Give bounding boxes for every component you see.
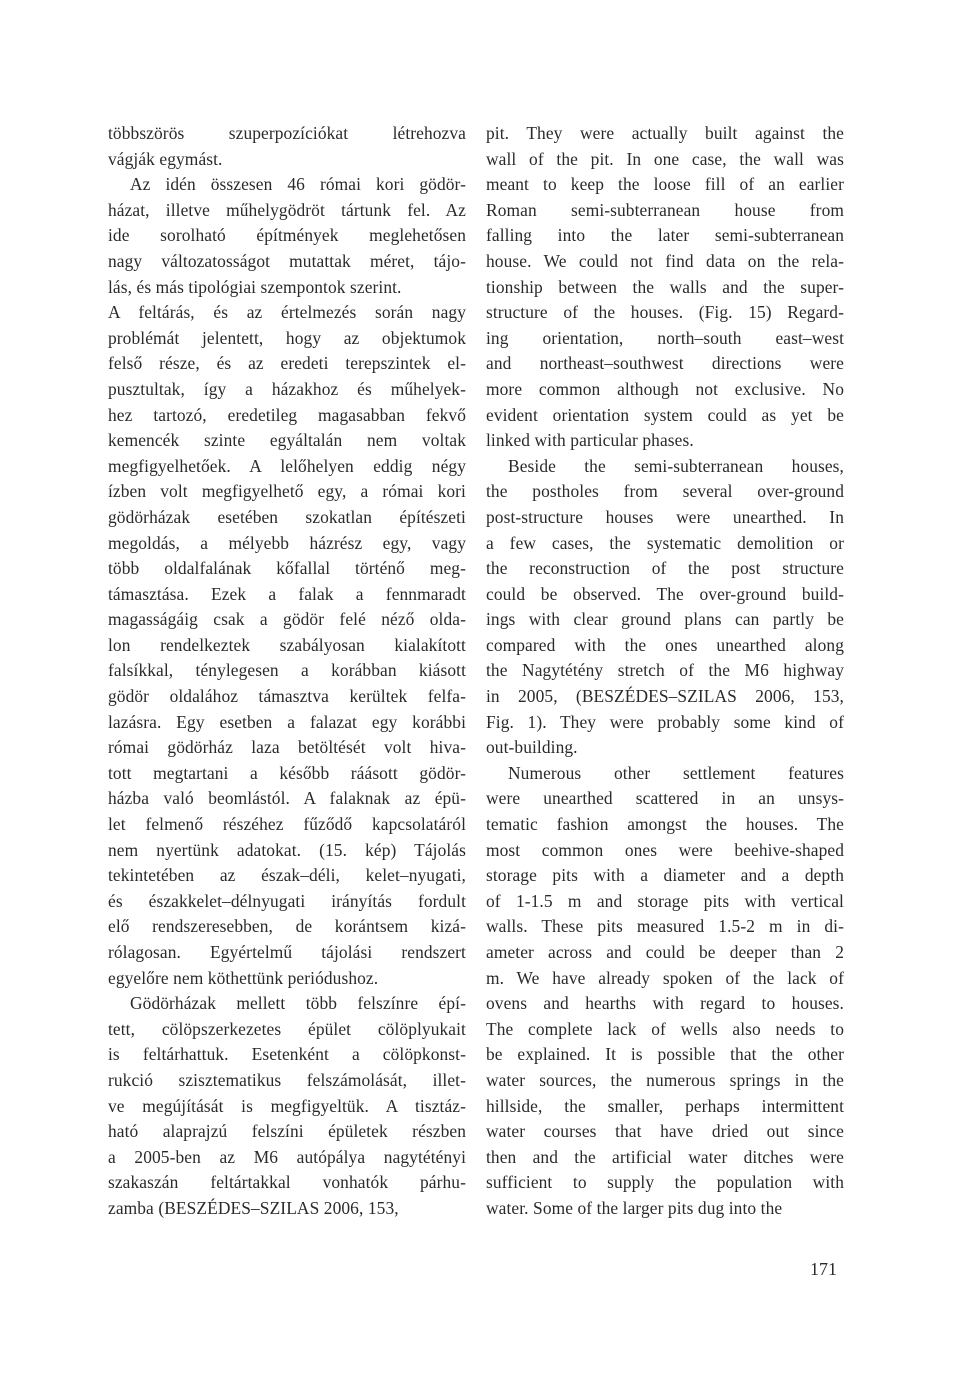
hungarian-text-line: támasztása. Ezek a falak a fennmaradt [108, 583, 466, 604]
hungarian-text-line: zamba (BESZÉDES–SZILAS 2006, 153, [108, 1197, 399, 1218]
hungarian-text-line: falsíkkal, ténylegesen a korábban kiásott [108, 660, 466, 681]
hungarian-text-line: ízben volt megfigyelhető egy, a római kori [108, 481, 466, 502]
hungarian-text-line: több oldalfalának kőfallal történő meg- [108, 558, 466, 579]
english-text-line: water courses that have dried out since [486, 1121, 844, 1142]
hungarian-text-line: Gödörházak mellett több felszínre épí- [130, 993, 466, 1014]
hungarian-text-line: rólagosan. Egyértelmű tájolási rendszert [108, 942, 466, 962]
english-text-line: water sources, the numerous springs in the [486, 1069, 844, 1090]
english-text-line: most common ones were beehive-shaped [486, 839, 844, 860]
english-text-line: be explained. It is possible that the other [486, 1044, 844, 1065]
english-text-line: tematic fashion amongst the houses. The [486, 814, 844, 835]
english-text-line: of 1-1.5 m and storage pits with vertical [486, 890, 844, 911]
english-text-line: storage pits with a diameter and a depth [486, 865, 844, 886]
english-text-line: Beside the semi-subterranean houses, [508, 455, 844, 476]
hungarian-text-line: ve megújítását is megfigyeltük. A tisztáz- [108, 1095, 466, 1116]
hungarian-text-line: rukció szisztematikus felszámolását, illet- [108, 1069, 466, 1090]
english-text-line: post-structure houses were unearthed. In [486, 506, 844, 527]
hungarian-text-line: a 2005-ben az M6 autópálya nagytétényi [108, 1146, 466, 1167]
hungarian-text-line: tett, cölöpszerkezetes épület cölöplyukait [108, 1018, 466, 1039]
english-text-line: m. We have already spoken of the lack of [486, 967, 844, 988]
english-text-line: then and the artificial water ditches were [486, 1146, 844, 1167]
hungarian-text-line: problémát jelentett, hogy az objektumok [108, 327, 466, 348]
english-text-line: compared with the ones unearthed along [486, 634, 844, 655]
english-text-line: structure of the houses. (Fig. 15) Regard- [486, 302, 844, 323]
hungarian-text-line: lás, és más tipológiai szempontok szerint. [108, 276, 402, 297]
english-text-line: Fig. 1). They were probably some kind of [486, 711, 844, 732]
hungarian-text-line: ható alaprajzú felszíni épületek részben [108, 1121, 466, 1142]
english-text-line: more common although not exclusive. No [486, 378, 844, 399]
hungarian-text-line: hez tartozó, eredetileg magasabban fekvő [108, 404, 466, 425]
english-text-line: the postholes from several over-ground [486, 481, 844, 502]
english-text-line: Numerous other settlement features [508, 762, 844, 783]
english-text-line: Roman semi-subterranean house from [486, 199, 844, 220]
hungarian-text-line: többszörös szuperpozíciókat létrehozva [108, 123, 466, 143]
english-text-line: falling into the later semi-subterranean [486, 225, 844, 246]
hungarian-text-line: szakaszán feltártakkal vonhatók párhu- [108, 1172, 466, 1193]
hungarian-text-line: nagy változatosságot mutattak méret, tájo- [108, 250, 466, 271]
hungarian-text-line: lon rendelkeztek szabályosan kialakított [108, 634, 466, 655]
english-text-line: could be observed. The over-ground build- [486, 583, 844, 604]
hungarian-text-line: A feltárás, és az értelmezés során nagy [108, 302, 466, 323]
hungarian-text-line: tott megtartani a később ráásott gödör- [108, 762, 466, 783]
english-text-line: in 2005, (BESZÉDES–SZILAS 2006, 153, [486, 686, 844, 707]
hungarian-text-column [108, 121, 466, 1222]
hungarian-text-line: magasságáig csak a gödör felé néző olda- [108, 609, 466, 630]
hungarian-text-line: egyelőre nem köthettünk periódushoz. [108, 967, 379, 988]
english-text-line: tionship between the walls and the super- [486, 276, 844, 297]
english-text-line: The complete lack of wells also needs to [486, 1018, 844, 1039]
english-text-line: sufficient to supply the population with [486, 1172, 844, 1193]
hungarian-text-line: lazásra. Egy esetben a falazat egy korábbi [108, 711, 466, 732]
hungarian-text-line: tekintetében az észak–déli, kelet–nyugati, [108, 865, 466, 886]
hungarian-text-line: felső része, és az eredeti terepszintek el- [108, 353, 466, 374]
english-text-line: ing orientation, north–south east–west [486, 327, 844, 348]
english-text-line: ings with clear ground plans can partly be [486, 609, 844, 630]
hungarian-text-line: vágják egymást. [108, 148, 223, 169]
english-text-line: meant to keep the loose fill of an earlier [486, 174, 844, 195]
hungarian-text-line: házba való beomlástól. A falaknak az épü- [108, 788, 466, 809]
hungarian-text-line: elő rendszeresebben, de korántsem kizá- [108, 916, 466, 937]
english-text-line: out-building. [486, 737, 578, 758]
hungarian-text-line: pusztultak, így a házakhoz és műhelyek- [108, 378, 466, 399]
hungarian-text-line: gödörházak esetében szokatlan építészeti [108, 506, 466, 527]
hungarian-text-line: is feltárhattuk. Esetenként a cölöpkonst- [108, 1044, 466, 1065]
english-text-line: linked with particular phases. [486, 430, 694, 451]
english-text-line: ovens and hearths with regard to houses. [486, 993, 844, 1014]
hungarian-text-line: kemencék szinte egyáltalán nem voltak [108, 430, 466, 451]
english-text-line: a few cases, the systematic demolition or [486, 532, 844, 553]
page-number: 171 [810, 1259, 837, 1279]
hungarian-text-line: nem nyertünk adatokat. (15. kép) Tájolás [108, 839, 466, 860]
hungarian-text-line: római gödörház laza betöltését volt hiva- [108, 737, 466, 758]
hungarian-text-line: és északkelet–délnyugati irányítás fordult [108, 890, 466, 911]
english-text-line: and northeast–southwest directions were [486, 353, 844, 374]
hungarian-text-line: ide sorolható építmények meglehetősen [108, 225, 466, 246]
english-text-line: were unearthed scattered in an unsys- [486, 788, 844, 809]
english-text-line: hillside, the smaller, perhaps intermittent [486, 1095, 844, 1116]
english-text-line: ameter across and could be deeper than 2 [486, 942, 844, 962]
hungarian-text-line: let felmenő részéhez fűződő kapcsolatáról [108, 814, 466, 835]
english-text-line: evident orientation system could as yet be [486, 404, 844, 425]
english-text-line: pit. They were actually built against the [486, 123, 844, 143]
english-text-line: water. Some of the larger pits dug into the [486, 1197, 783, 1218]
english-text-line: the Nagytétény stretch of the M6 highway [486, 660, 844, 681]
english-text-line: house. We could not find data on the rela- [486, 250, 844, 271]
english-text-line: the reconstruction of the post structure [486, 558, 844, 579]
english-text-column [486, 121, 844, 1222]
hungarian-text-line: házat, illetve műhelygödröt tártunk fel. Az [108, 199, 466, 220]
hungarian-text-line: megfigyelhetőek. A lelőhelyen eddig négy [108, 455, 466, 476]
hungarian-text-line: megoldás, a mélyebb házrész egy, vagy [108, 532, 466, 553]
english-text-line: walls. These pits measured 1.5-2 m in di- [486, 916, 844, 937]
english-text-line: wall of the pit. In one case, the wall was [486, 148, 844, 169]
hungarian-text-line: gödör oldalához támasztva kerültek felfa- [108, 686, 466, 707]
hungarian-text-line: Az idén összesen 46 római kori gödör- [130, 174, 466, 195]
